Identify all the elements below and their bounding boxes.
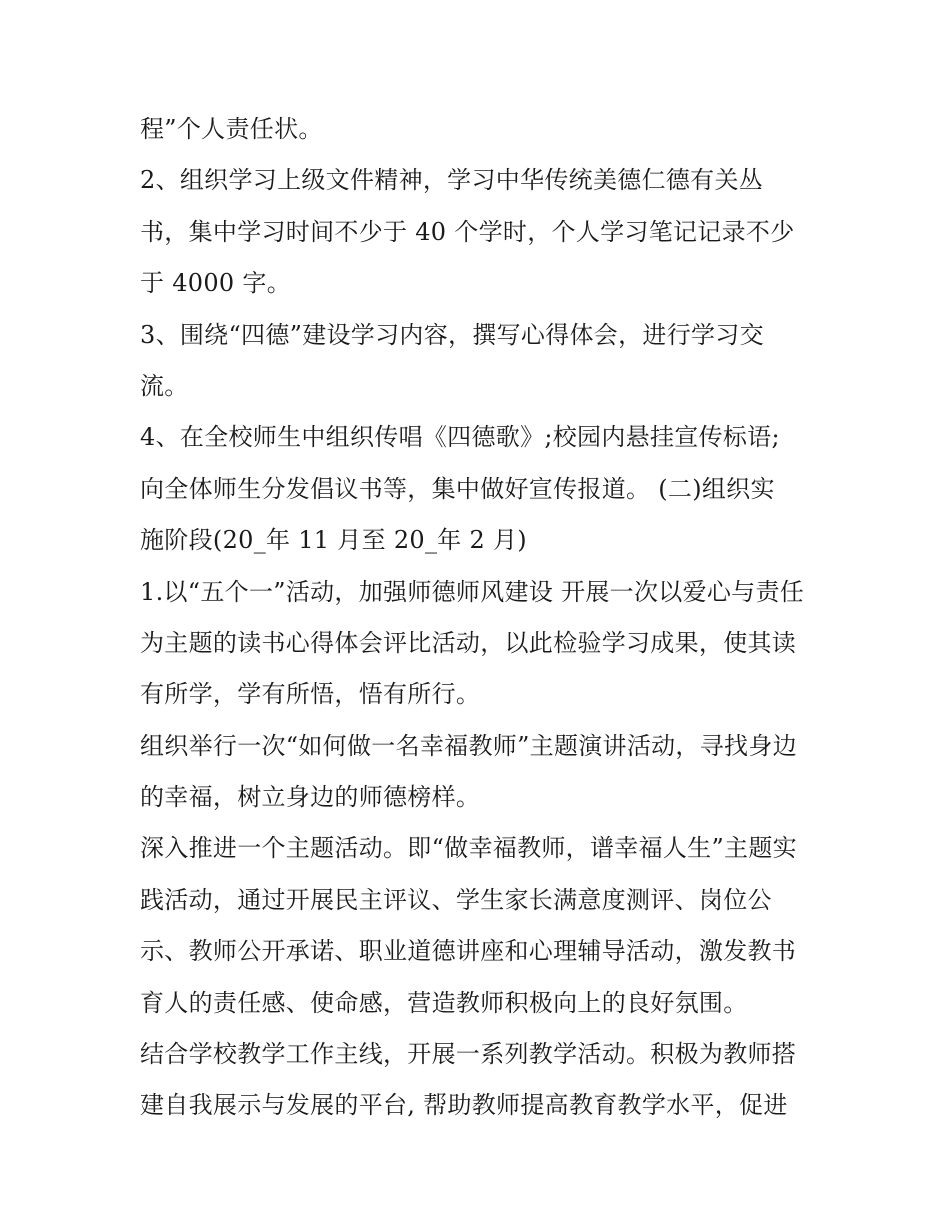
text-line: 为主题的读书心得体会评比活动，以此检验学习成果，使其读 [140,628,797,657]
text-line: 程”个人责任状。 [140,115,323,143]
text-line: 结合学校教学工作主线，开展一系列教学活动。积极为教师搭 [140,1040,797,1069]
text-line: 的幸福，树立身边的师德榜样。 [140,783,481,812]
text-line: 流。 [140,371,189,400]
text-line: 示、教师公开承诺、职业道德讲座和心理辅导活动，激发教书 [140,937,797,966]
text-line: 践活动，通过开展民主评议、学生家长满意度测评、岗位公 [140,885,772,914]
text-line: 4、在全校师生中组织传唱《四德歌》;校园内悬挂宣传标语; [140,423,780,452]
text-line: 1.以“五个一”活动，加强师德师风建设 开展一次以爱心与责任 [140,577,805,606]
text-line: 3、围绕“四德”建设学习内容，撰写心得体会，进行学习交 [140,320,764,349]
text-line: 建自我展示与发展的平台, 帮助教师提高教育教学水平，促进 [140,1091,788,1120]
text-line: 于 4000 字。 [140,269,292,298]
text-line: 育人的责任感、使命感，营造教师积极向上的良好氛围。 [140,988,748,1017]
text-line: 2、组织学习上级文件精神，学习中华传统美德仁德有关丛 [140,166,764,195]
text-line: 深入推进一个主题活动。即“做幸福教师，谱幸福人生”主题实 [140,834,797,863]
document-body [140,104,820,1132]
text-line: 施阶段(20_年 11 月至 20_年 2 月) [140,526,527,555]
text-line: 向全体师生分发倡议书等，集中做好宣传报道。 (二)组织实 [140,474,775,503]
text-line: 有所学，学有所悟，悟有所行。 [140,680,481,709]
text-line: 组织举行一次“如何做一名幸福教师”主题演讲活动，寻找身边 [140,731,797,760]
text-line: 书，集中学习时间不少于 40 个学时，个人学习笔记记录不少 [140,217,795,246]
